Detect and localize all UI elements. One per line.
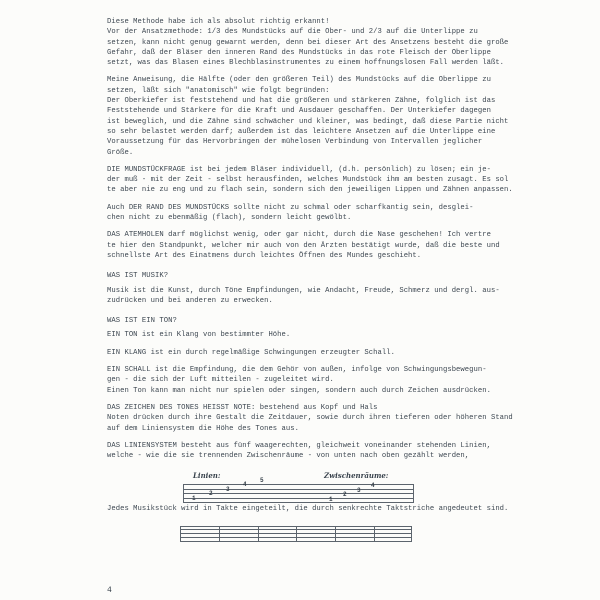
text-line: Jedes Musikstück wird in Takte eingeteilt, die durch senkrechte Taktstriche angedeutet sind. [107, 505, 509, 514]
lines-label: Linien: [193, 471, 221, 481]
text-line: Vor der Ansatzmethode: 1/3 des Mundstücks auf die Ober- und 2/3 auf die Unterlippe zu [107, 28, 478, 37]
line-number: 2 [209, 490, 213, 498]
paragraph-atemholen [107, 230, 519, 261]
text-column [107, 17, 519, 542]
text-line: te hier den Standpunkt, welcher mir auch von den Ärzten bestätigt wurde, daß die beste und [107, 241, 500, 250]
measures-staff-figure [180, 526, 412, 542]
text-line: EIN KLANG ist ein durch regelmäßige Schwingungen erzeugter Schall. [107, 348, 395, 357]
paragraph-note-definition [107, 403, 519, 434]
text-line: DAS LINIENSYSTEM besteht aus fünf waagerechten, gleichweit voneinander stehenden Linien, [107, 441, 491, 450]
space-number: 1 [329, 495, 333, 503]
text-line: Feststehende und Stärkere für die Kraft und Ausdauer geschaffen. Der Unterkiefer dagegen [107, 107, 491, 116]
text-line: so sehr belastet werden darf; außerdem ist das leichtere Ansetzen auf die Unterlippe eine [107, 127, 496, 136]
heading-text: WAS IST EIN TON? [107, 317, 177, 326]
text-line: der muß - mit der Zeit - selbst herausfinden, welches Mundstück ihm am besten zusagt. Es sol [107, 176, 509, 185]
heading-text: WAS IST MUSIK? [107, 272, 169, 281]
text-line: Noten drücken durch ihre Gestalt die Zeitdauer, sowie durch ihren tieferen oder höheren Stand [107, 414, 513, 423]
paragraph-klang-definition [107, 348, 519, 358]
line-number: 5 [260, 476, 264, 484]
text-line: ist beweglich, und die Zähne sind schwächer und kleiner, was bedingt, daß diese Partie nicht [107, 117, 509, 126]
staff-line [183, 493, 414, 494]
text-line: te aber nie zu eng und zu flach sein, sondern sich den jeweiligen Lippen und Zähnen anpassen. [107, 186, 513, 195]
text-line: Größe. [107, 148, 134, 157]
text-line: DAS ZEICHEN DES TONES HEISST NOTE: bestehend aus Kopf und Hals [107, 403, 378, 412]
paragraph-takte [107, 504, 519, 514]
heading-was-ist-musik [107, 271, 519, 281]
bar-line [180, 526, 181, 542]
paragraph-mundstueckfrage [107, 165, 519, 196]
text-line: DIE MUNDSTÜCKFRAGE ist bei jedem Bläser individuell, (d.h. persönlich) zu lösen; ein je- [107, 165, 491, 174]
line-number: 3 [226, 485, 230, 493]
staff-lines-spaces-figure [183, 470, 414, 504]
space-number: 4 [371, 482, 375, 490]
bar-line [296, 526, 297, 542]
staff-line [183, 502, 414, 503]
text-line: Einen Ton kann man nicht nur spielen oder singen, sondern auch durch Zeichen ausdrücken. [107, 386, 491, 395]
staff-line [183, 489, 414, 490]
paragraph-schall-definition [107, 365, 519, 396]
paragraph-method [107, 17, 519, 68]
bar-line [374, 526, 375, 542]
text-line: Gefahr, daß der Bläser den inneren Rand des Mundstücks in das rote Fleisch der Oberlippe [107, 48, 491, 57]
text-line: schnellste Art des Einatmens durch leichtes Öffnen des Mundes geschieht. [107, 251, 422, 260]
line-number: 4 [243, 481, 247, 489]
paragraph-rand [107, 203, 519, 224]
text-line: EIN SCHALL ist die Empfindung, die dem Gehör von außen, infolge von Schwingungsbewegun- [107, 366, 487, 375]
text-line: gen - die sich der Luft mitteilen - zugeleitet wird. [107, 376, 334, 385]
space-number: 2 [343, 491, 347, 499]
spaces-label: Zwischenräume: [324, 471, 389, 481]
text-line: Meine Anweisung, die Hälfte (oder den größeren Teil) des Mundstücks auf die Oberlippe zu [107, 76, 491, 85]
staff-end-bar [183, 484, 184, 503]
text-line: DAS ATEMHOLEN darf möglichst wenig, oder gar nicht, durch die Nase geschehen! Ich vertre [107, 231, 491, 240]
line-number: 1 [192, 494, 196, 502]
page-number: 4 [107, 586, 112, 595]
text-line: Der Oberkiefer ist feststehend und hat die größeren und stärkeren Zähne, folglich ist das [107, 97, 496, 106]
paragraph-ton-definition [107, 330, 519, 340]
paragraph-anweisung [107, 75, 519, 157]
text-line: Musik ist die Kunst, durch Töne Empfindungen, wie Andacht, Freude, Schmerz und dergl. aus- [107, 286, 500, 295]
text-line: Diese Methode habe ich als absolut richtig erkannt! [107, 18, 330, 26]
heading-was-ist-ein-ton [107, 316, 519, 326]
text-line: chen nicht zu ebenmäßig (flach), sondern leicht gewölbt. [107, 214, 352, 223]
text-line: Auch DER RAND DES MUNDSTÜCKS sollte nicht zu schmal oder scharfkantig sein, desglei- [107, 203, 474, 212]
staff-end-bar [413, 484, 414, 503]
text-line: setzen, kann nicht genug gewarnt werden, denn bei dieser Art des Ansetzens besteht die große [107, 38, 509, 47]
text-line: auf dem Liniensystem die Höhe des Tones aus. [107, 424, 299, 433]
text-line: setzt, was das Blasen eines Blechblasinstrumentes zu einem hoffnungslosen Fall werden läßt. [107, 59, 505, 68]
staff-line [183, 484, 414, 485]
bar-line [335, 526, 336, 542]
bar-line [258, 526, 259, 542]
space-number: 3 [357, 486, 361, 494]
text-line: setzen, läßt sich "anatomisch" wie folgt begründen: [107, 86, 330, 95]
staff-line [183, 498, 414, 499]
text-line: Voraussetzung für das Hervorbringen der mühelosen Verbindung von Intervallen jeglicher [107, 138, 483, 147]
bar-line [411, 526, 412, 542]
text-line: welche - wie die sie trennenden Zwischenräume - von unten nach oben gezählt werden, [107, 452, 470, 461]
paragraph-liniensystem [107, 441, 519, 462]
text-line: zudrücken und bei anderen zu erwecken. [107, 296, 273, 305]
paragraph-musik-definition [107, 286, 519, 307]
bar-line [219, 526, 220, 542]
text-line: EIN TON ist ein Klang von bestimmter Höhe. [107, 331, 291, 340]
